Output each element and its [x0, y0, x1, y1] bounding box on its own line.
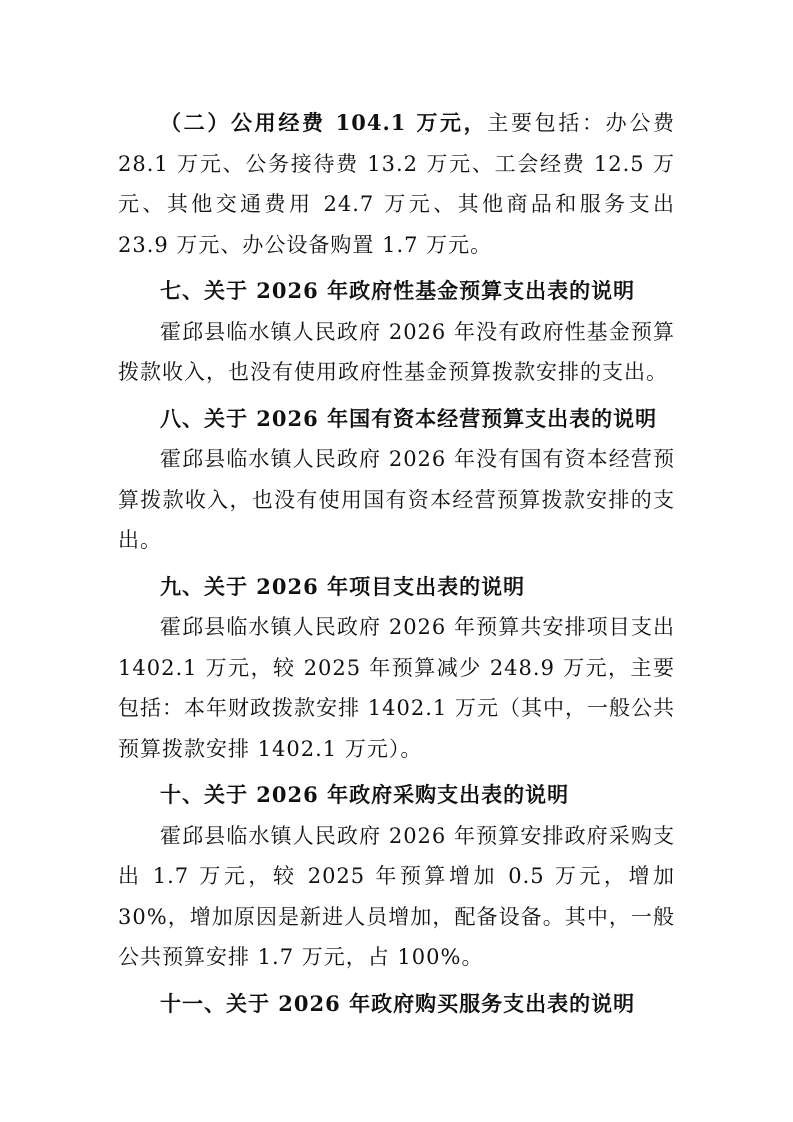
section-9-body: 霍邱县临水镇人民政府 2026 年预算共安排项目支出 1402.1 万元，较 2025 年预算减少 248.9 万元，主要包括：本年财政拨款安排 1402.1 万元（其中，一般公共预算拨款安排 1402.1 万元）。: [118, 615, 675, 761]
section-8-body: 霍邱县临水镇人民政府 2026 年没有国有资本经营预算拨款收入，也没有使用国有资本经营预算拨款安排的支出。: [118, 447, 675, 552]
section-11-heading: 十一、关于 2026 年政府购买服务支出表的说明: [160, 990, 636, 1016]
section-7-heading: 七、关于 2026 年政府性基金预算支出表的说明: [160, 278, 636, 303]
public-expense-lead: （二）公用经费 104.1 万元，: [160, 110, 488, 135]
section-10-body: 霍邱县临水镇人民政府 2026 年预算安排政府采购支出 1.7 万元，较 2025 年预算增加 0.5 万元，增加 30%，增加原因是新进人员增加，配备设备。其中，一般公共预算安排 1.7 万元，占 100%。: [118, 823, 675, 969]
section-10-heading: 十、关于 2026 年政府采购支出表的说明: [160, 782, 570, 807]
public-expense-detail: 主要包括：办公费 28.1 万元、公务接待费 13.2 万元、工会经费 12.5 万元、其他交通费用 24.7 万元、其他商品和服务支出 23.9 万元、办公设备购置 1.7 万元。: [118, 111, 675, 257]
section-8-heading: 八、关于 2026 年国有资本经营预算支出表的说明: [160, 405, 658, 431]
public-expense-paragraph: [118, 103, 675, 265]
section-7-body: 霍邱县临水镇人民政府 2026 年没有政府性基金预算拨款收入，也没有使用政府性基金预算拨款安排的支出。: [118, 319, 675, 384]
section-9-heading: 九、关于 2026 年项目支出表的说明: [160, 573, 526, 599]
